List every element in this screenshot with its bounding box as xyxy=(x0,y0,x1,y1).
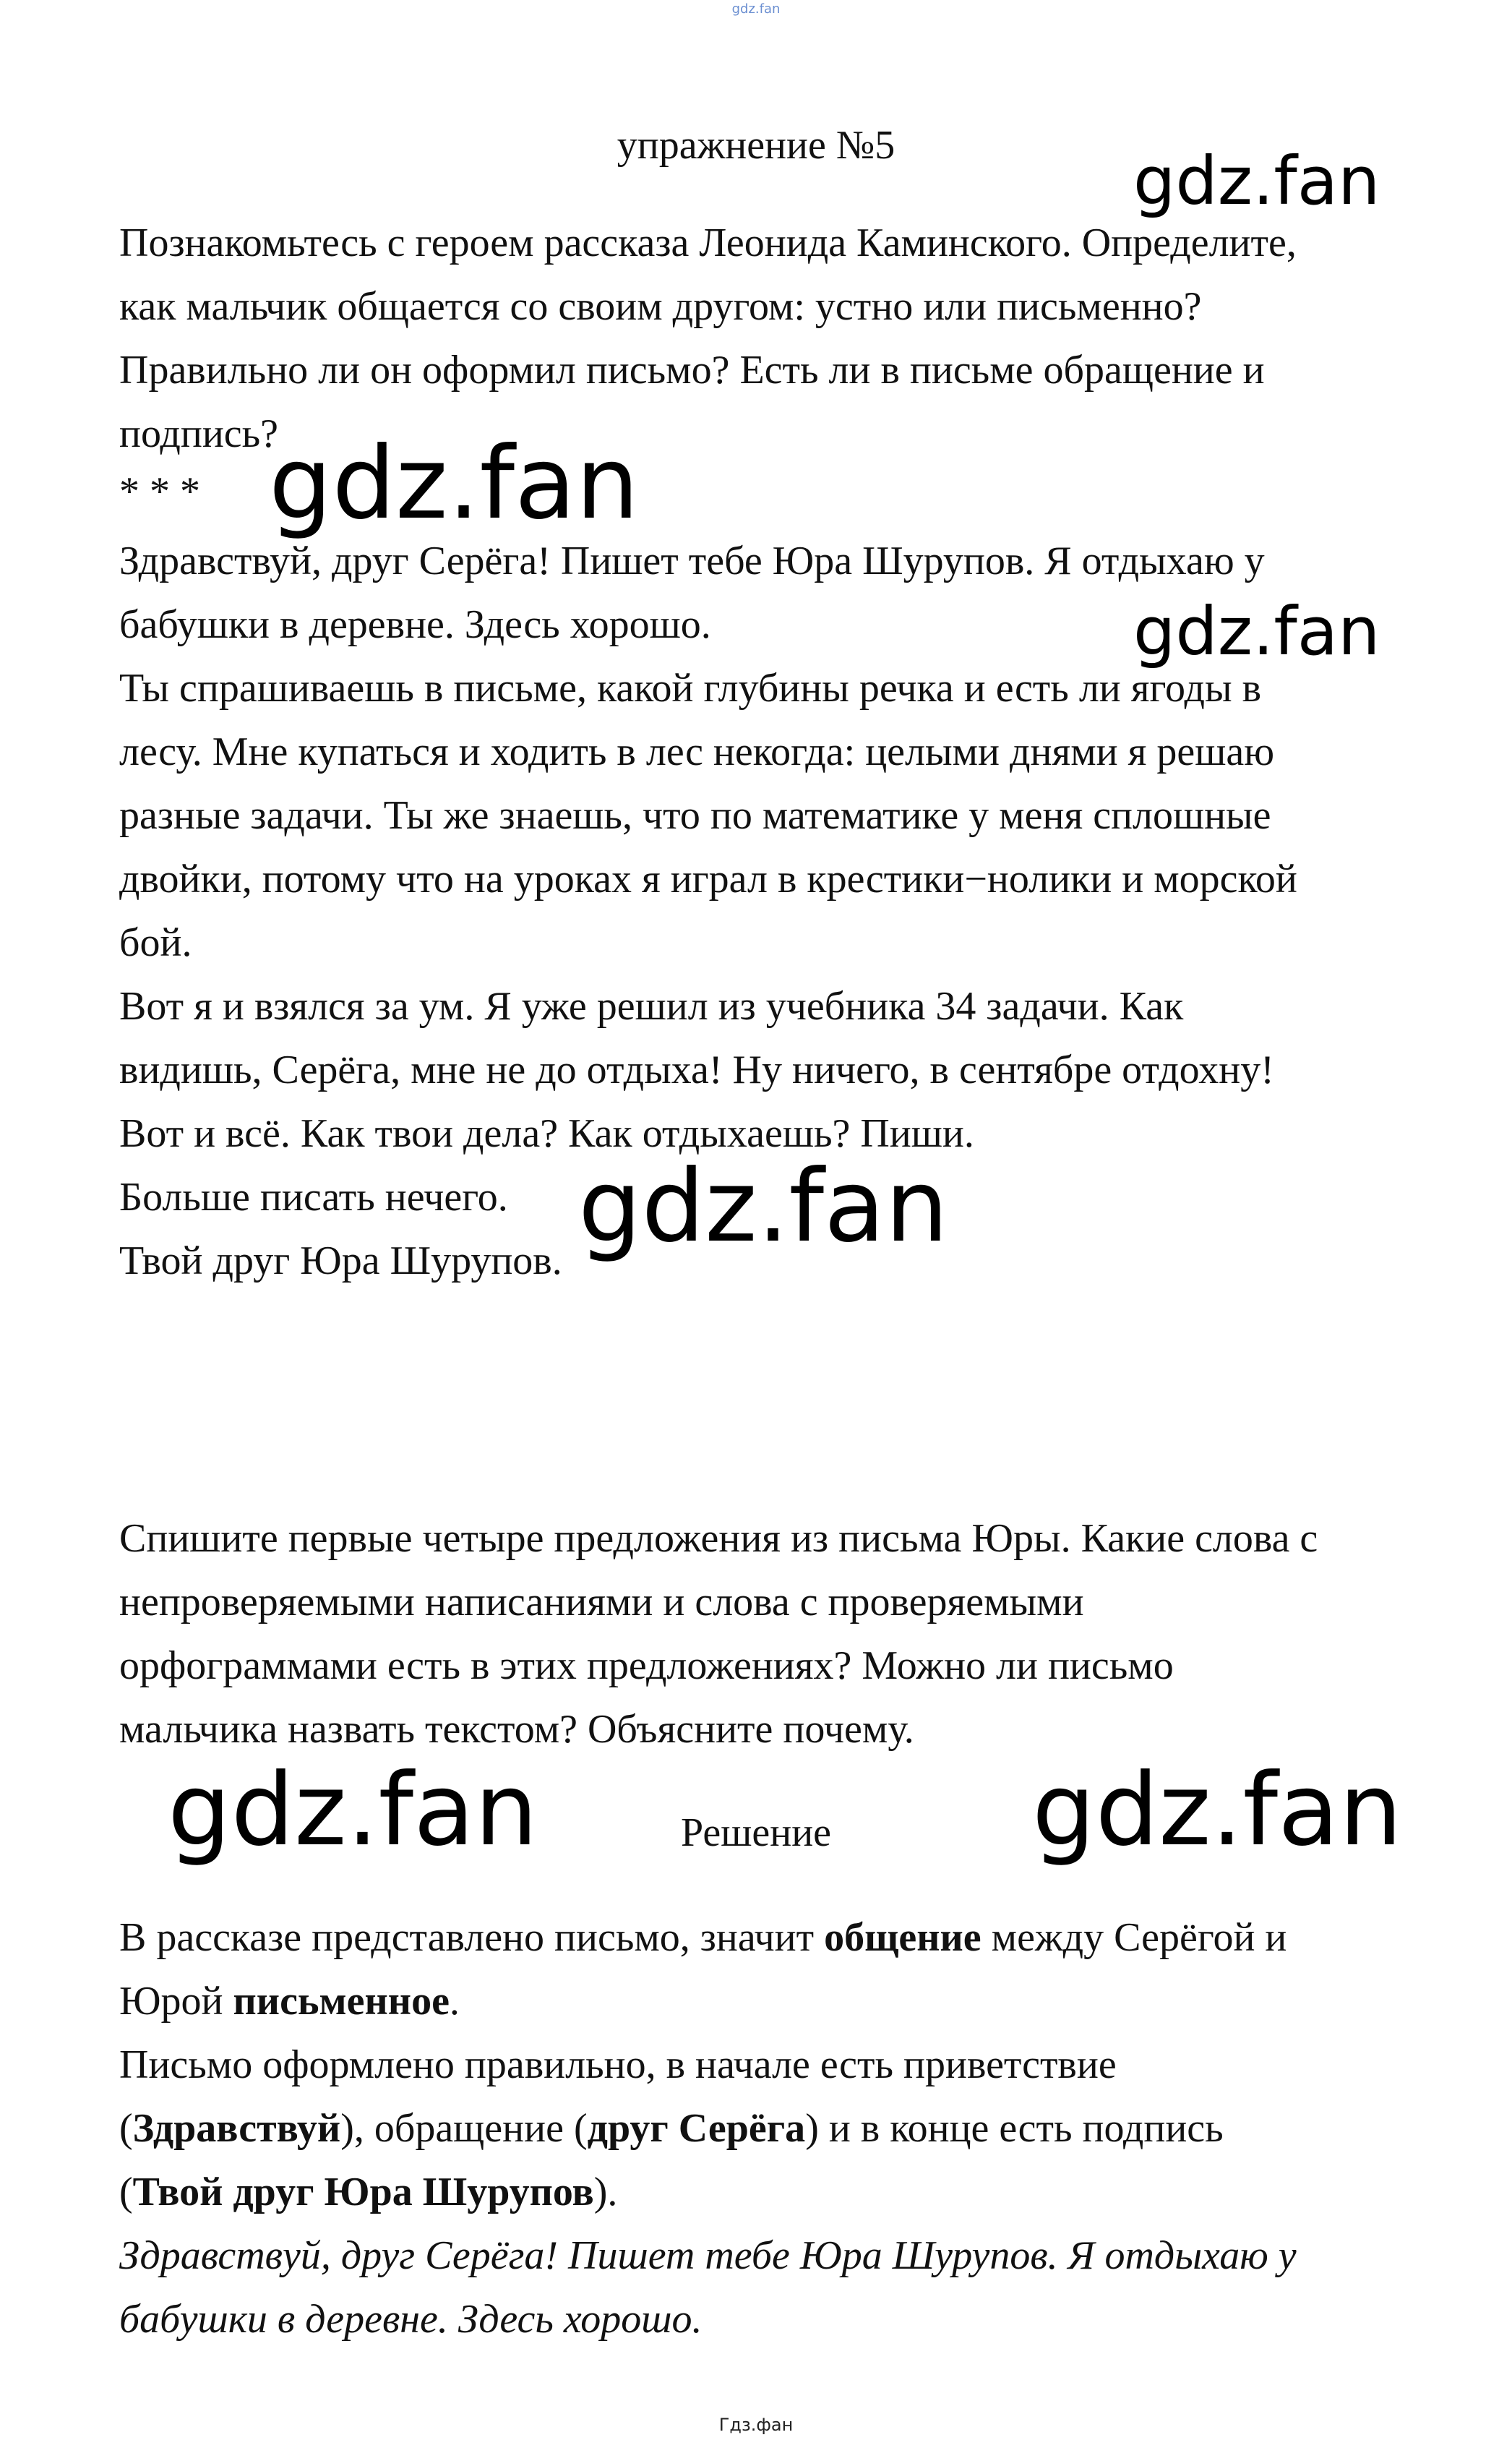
task2-line: мальчика назвать текстом? Объясните почему. xyxy=(119,1707,914,1752)
letter-line: Больше писать нечего. xyxy=(119,1175,508,1220)
letter-signature: Твой друг Юра Шурупов. xyxy=(119,1238,562,1283)
footer-brand: Гдз.фан xyxy=(718,2415,794,2435)
watermark: gdz.fan xyxy=(1133,142,1380,220)
solution-italic-line: бабушки в деревне. Здесь хорошо. xyxy=(119,2297,703,2342)
letter-line: разные задачи. Ты же знаешь, что по математике у меня сплошные xyxy=(119,793,1271,838)
solution-text: между Серёгой и xyxy=(981,1915,1287,1960)
solution-line xyxy=(119,2105,1224,2152)
solution-line xyxy=(119,1977,460,2025)
section-divider-stars: * * * xyxy=(119,469,200,514)
solution-text: . xyxy=(449,1979,460,2024)
solution-heading: Решение xyxy=(680,1810,832,1855)
letter-line: бабушки в деревне. Здесь хорошо. xyxy=(119,602,711,647)
task2-line: орфограммами есть в этих предложениях? Можно ли письмо xyxy=(119,1643,1174,1688)
task2-line: непроверяемыми написаниями и слова с проверяемыми xyxy=(119,1580,1084,1624)
task-line: подпись? xyxy=(119,411,279,456)
solution-text: ), обращение ( xyxy=(340,2106,588,2151)
letter-line: видишь, Серёга, мне не до отдыха! Ну ничего, в сентябре отдохну! xyxy=(119,1048,1274,1092)
header-watermark: gdz.fan xyxy=(731,1,781,17)
letter-line: Здравствуй, друг Серёга! Пишет тебе Юра Шурупов. Я отдыхаю у xyxy=(119,539,1265,583)
solution-line xyxy=(119,1914,1287,1961)
solution-line: Письмо оформлено правильно, в начале есть приветствие xyxy=(119,2042,1117,2087)
letter-line: Вот и всё. Как твои дела? Как отдыхаешь? Пиши. xyxy=(119,1111,974,1156)
solution-text: Юрой xyxy=(119,1979,233,2024)
solution-text: В рассказе представлено письмо, значит xyxy=(119,1915,825,1960)
solution-text: ). xyxy=(593,2170,618,2214)
solution-keyword-address: друг Серёга xyxy=(587,2106,806,2151)
solution-text: ) и в конце есть подпись xyxy=(805,2106,1224,2151)
letter-line: двойки, потому что на уроках я играл в крестики−нолики и морской xyxy=(119,857,1297,902)
solution-text: ( xyxy=(119,2106,133,2151)
solution-line xyxy=(119,2168,617,2216)
watermark: gdz.fan xyxy=(578,1148,949,1264)
watermark: gdz.fan xyxy=(269,425,640,541)
solution-text: ( xyxy=(119,2170,133,2214)
solution-keyword-greeting: Здравствуй xyxy=(132,2106,341,2151)
watermark: gdz.fan xyxy=(168,1752,538,1868)
watermark: gdz.fan xyxy=(1133,593,1380,670)
letter-line: лесу. Мне купаться и ходить в лес некогда: целыми днями я решаю xyxy=(119,729,1275,774)
letter-line: Вот я и взялся за ум. Я уже решил из учебника 34 задачи. Как xyxy=(119,984,1184,1029)
task2-line: Спишите первые четыре предложения из письма Юры. Какие слова с xyxy=(119,1516,1318,1561)
solution-keyword-signature: Твой друг Юра Шурупов xyxy=(132,2170,594,2214)
task-line: Познакомьтесь с героем рассказа Леонида Каминского. Определите, xyxy=(119,221,1297,265)
task-line: как мальчик общается со своим другом: устно или письменно? xyxy=(119,284,1202,329)
task-line: Правильно ли он оформил письмо? Есть ли в письме обращение и xyxy=(119,348,1265,393)
solution-keyword-pismennoe: письменное xyxy=(233,1979,450,2024)
watermark: gdz.fan xyxy=(1032,1752,1403,1868)
solution-italic-line: Здравствуй, друг Серёга! Пишет тебе Юра Шурупов. Я отдыхаю у xyxy=(119,2233,1297,2278)
solution-keyword-obshchenie: общение xyxy=(824,1915,981,1960)
letter-line: бой. xyxy=(119,920,192,965)
letter-line: Ты спрашиваешь в письме, какой глубины речка и есть ли ягоды в xyxy=(119,666,1262,711)
page-title: упражнение №5 xyxy=(617,123,895,168)
